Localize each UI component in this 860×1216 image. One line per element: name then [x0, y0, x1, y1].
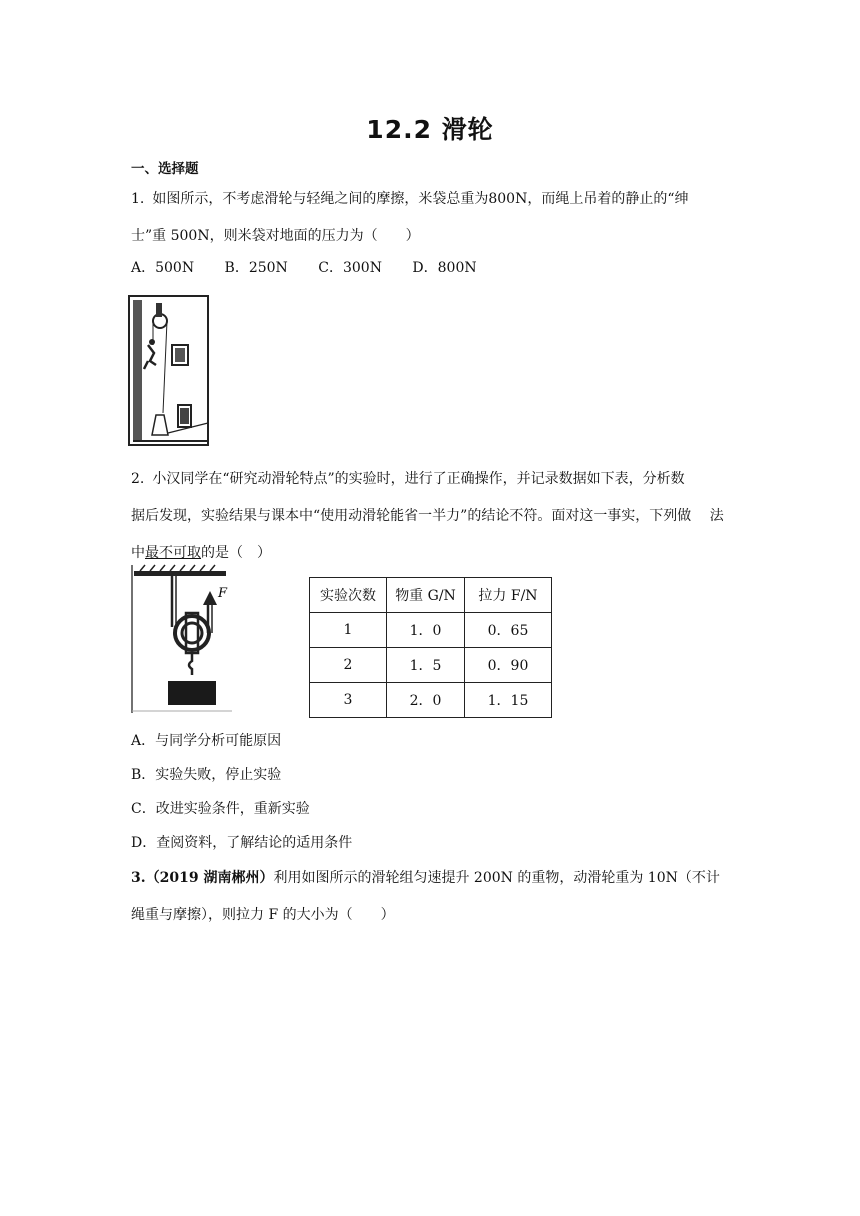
option-d: D．查阅资料，了解结论的适用条件: [131, 835, 353, 851]
force-label: F: [218, 586, 228, 601]
option-c: C．300N: [318, 260, 382, 276]
table-header-cell: 实验次数: [310, 578, 387, 613]
question-text-line: 绳重与摩擦），则拉力 F 的大小为（ ）: [131, 907, 395, 923]
table-row: [310, 683, 552, 718]
question-text-line: 利用如图所示的滑轮组匀速提升 200N 的重物，动滑轮重为 10N（不计: [273, 870, 720, 886]
table-cell: 1．15: [465, 683, 552, 718]
question-1: [131, 181, 731, 255]
question-text-line: 据后发现，实验结果与课本中“使用动滑轮能省一半力”的结论不符。面对这一事实，下列做 法: [131, 508, 724, 524]
table-cell: 1: [310, 613, 387, 648]
option-c: C．改进实验条件，重新实验: [131, 801, 310, 817]
question-3: [131, 860, 731, 934]
question-text-line: 小汉同学在“研究动滑轮特点”的实验时，进行了正确操作，并记录数据如下表，分析数: [152, 471, 685, 487]
option-a: A．500N: [131, 260, 195, 276]
question-text-line: 如图所示，不考虑滑轮与轻绳之间的摩擦，米袋总重为800N，而绳上吊着的静止的“绅: [152, 191, 689, 207]
question-2: [131, 461, 731, 572]
table-row: [310, 648, 552, 683]
question-text-line: 士”重 500N，则米袋对地面的压力为（ ）: [131, 228, 420, 244]
table-cell: 2．0: [387, 683, 465, 718]
question-number: 3.: [131, 870, 146, 886]
question-source: （2019 湖南郴州）: [145, 870, 274, 886]
underlined-phrase: 最不可取: [145, 545, 201, 561]
table-cell: 3: [310, 683, 387, 718]
option-a: A．与同学分析可能原因: [131, 733, 282, 749]
table-cell: 0．65: [465, 613, 552, 648]
figure-movable-pulley: [128, 563, 232, 715]
table-cell: 2: [310, 648, 387, 683]
option-b: B．实验失败，停止实验: [131, 767, 282, 783]
experiment-data-table: [309, 577, 552, 718]
question-number: 2.: [131, 471, 145, 487]
table-header-cell: 拉力 F/N: [465, 578, 552, 613]
question-text-fragment: 中: [131, 545, 145, 561]
question-text-fragment: 的是（ ）: [201, 545, 271, 561]
figure-pulley-building: [128, 295, 210, 447]
question-1-options: [131, 257, 503, 277]
table-cell: 1．5: [387, 648, 465, 683]
section-heading: 一、选择题: [131, 161, 199, 177]
table-header-row: [310, 578, 552, 613]
table-cell: 0．90: [465, 648, 552, 683]
table-row: [310, 613, 552, 648]
option-d: D．800N: [412, 260, 477, 276]
table-cell: 1．0: [387, 613, 465, 648]
question-number: 1.: [131, 191, 145, 207]
option-b: B．250N: [224, 260, 288, 276]
table-header-cell: 物重 G/N: [387, 578, 465, 613]
page-title: 12.2 滑轮: [366, 115, 494, 144]
